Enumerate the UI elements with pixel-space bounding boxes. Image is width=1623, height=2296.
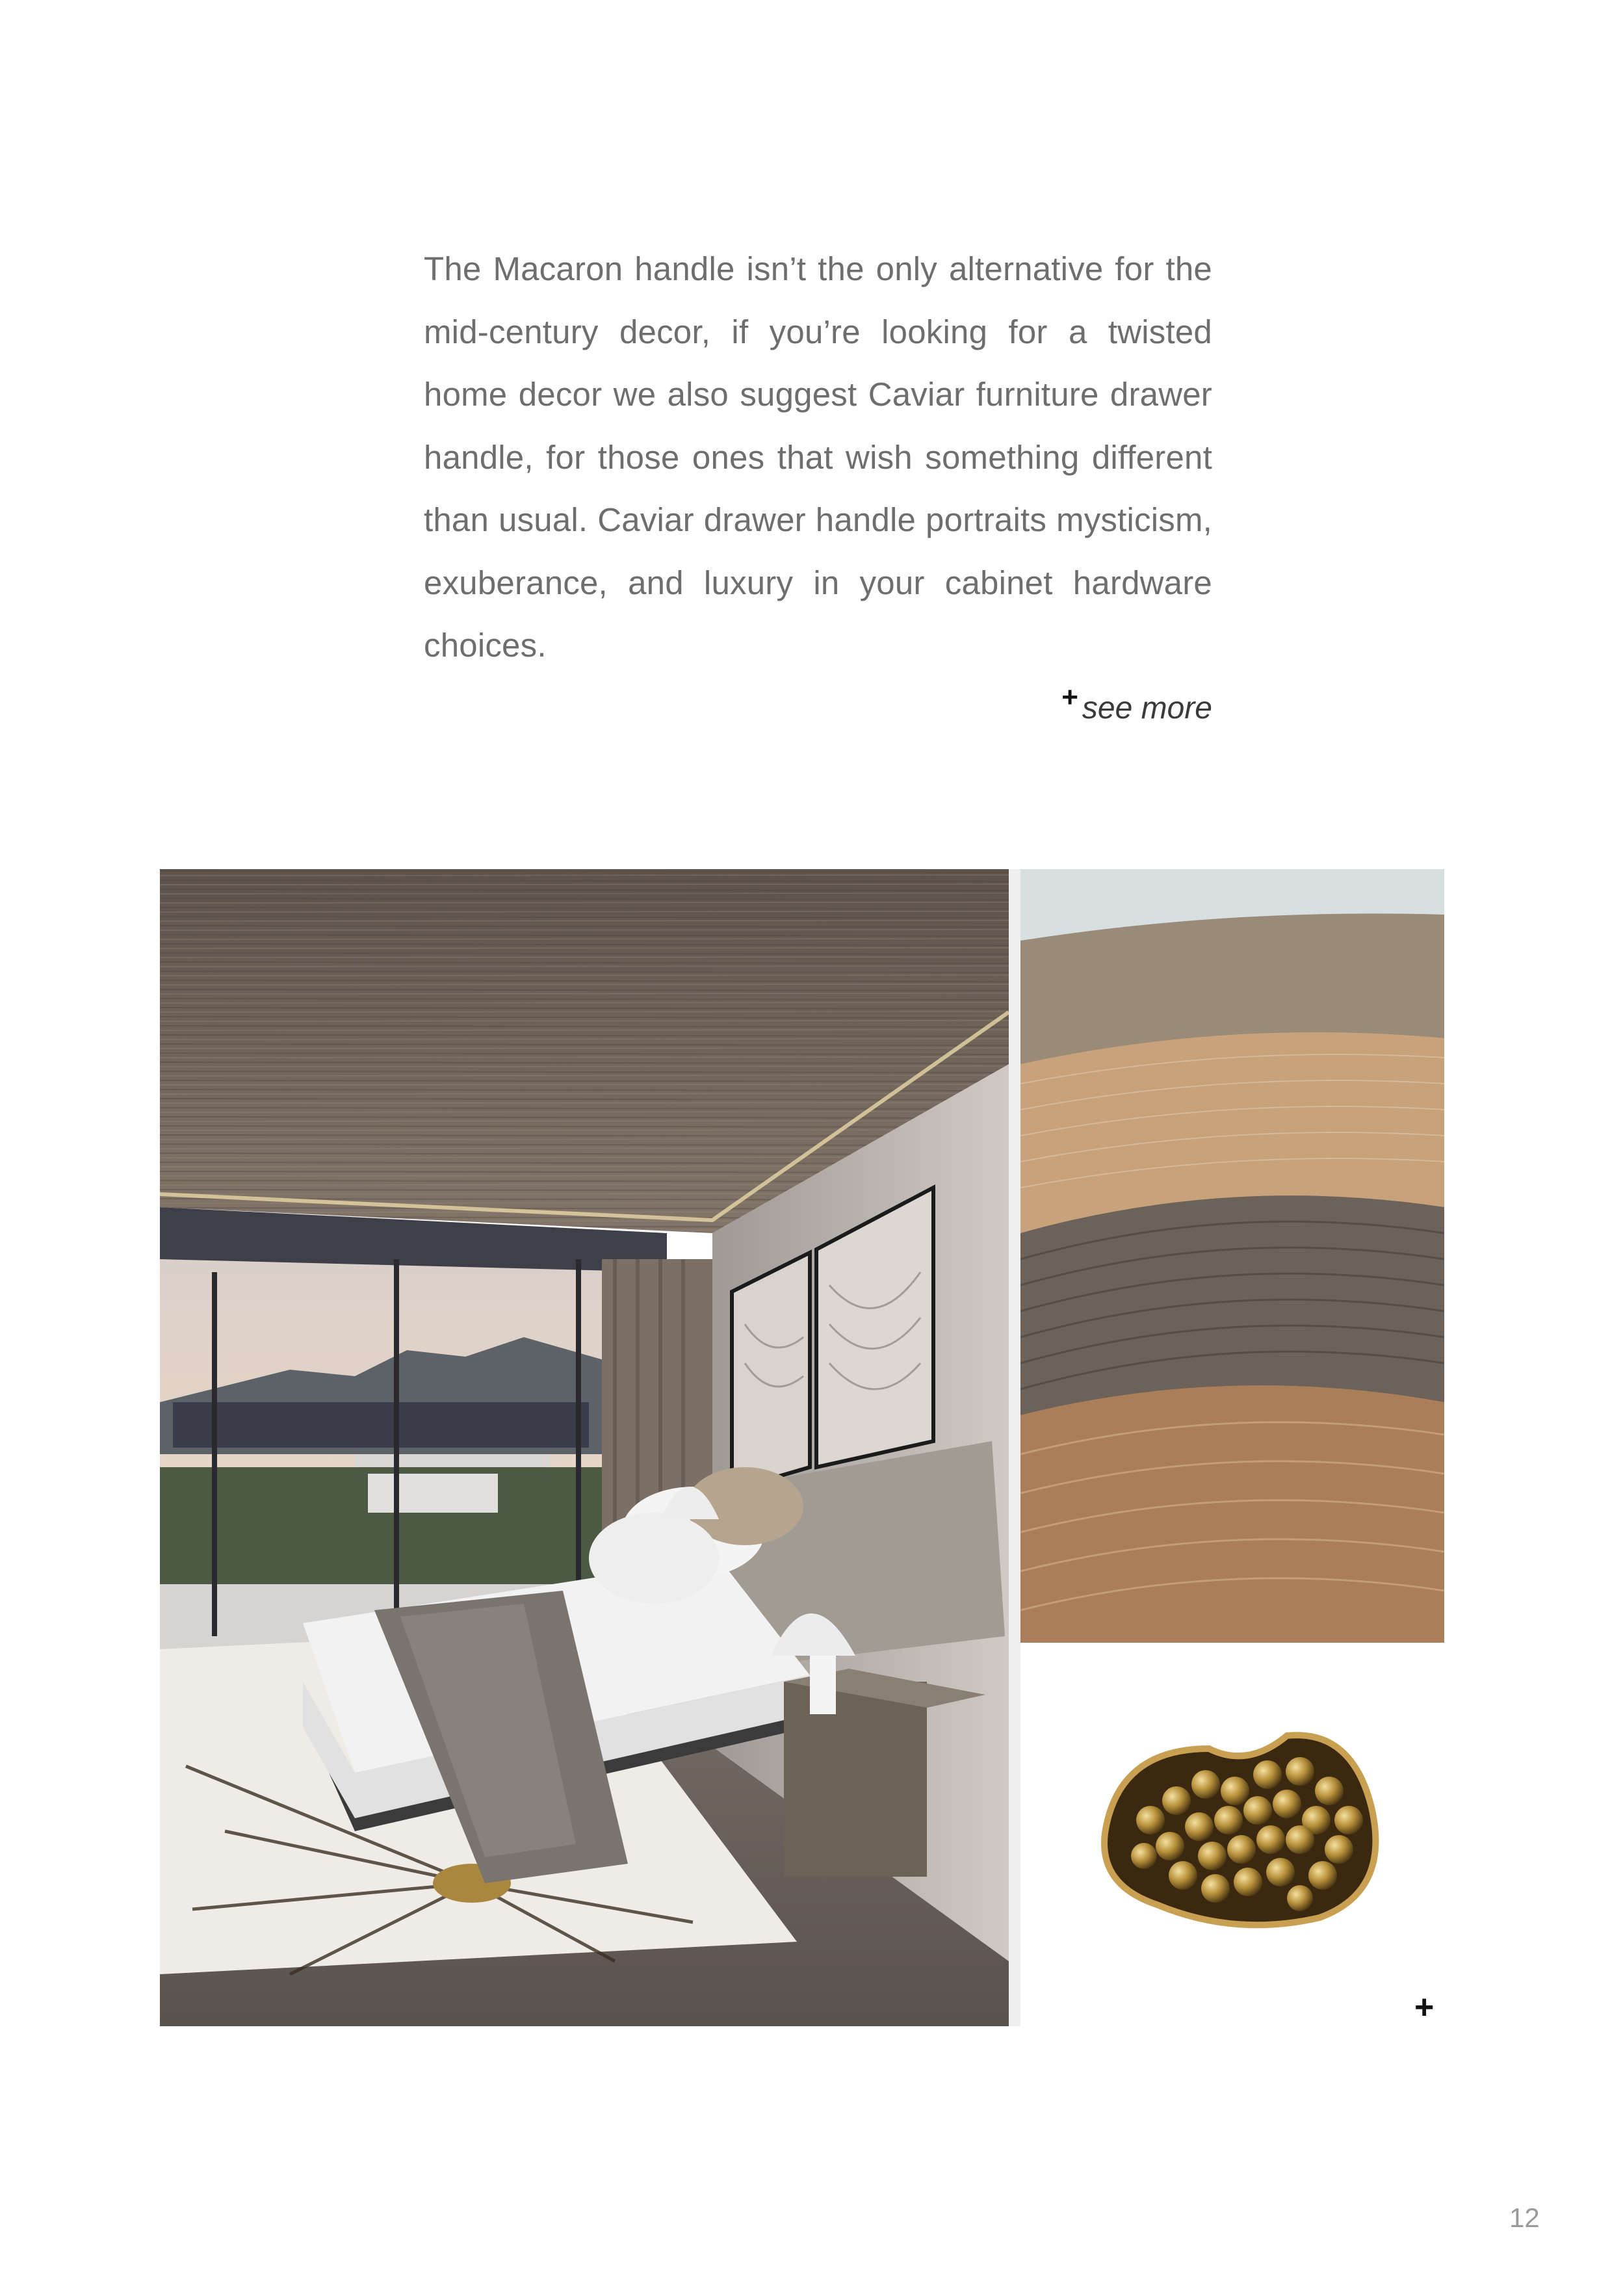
body-paragraph: The Macaron handle isn’t the only alternative for the mid-century decor, if you’re looking for a twisted home decor we also suggest Caviar furniture drawer handle, for those ones that wish something different than usual. Caviar drawer handle portraits mysticism, exuberance, and luxury in your cabinet hardware choices. — [424, 250, 1212, 664]
see-more-link[interactable] — [1061, 681, 1212, 726]
bedroom-photo — [160, 869, 1009, 2026]
page-number: 12 — [1509, 2202, 1540, 2233]
caviar-handle-photo — [1079, 1710, 1404, 1957]
plus-icon[interactable]: + — [1414, 1989, 1435, 2026]
see-more-label: see more — [1082, 691, 1212, 725]
image-divider — [1009, 869, 1020, 2026]
plus-icon: + — [1061, 681, 1078, 713]
texture-samples-photo — [1020, 869, 1444, 1643]
